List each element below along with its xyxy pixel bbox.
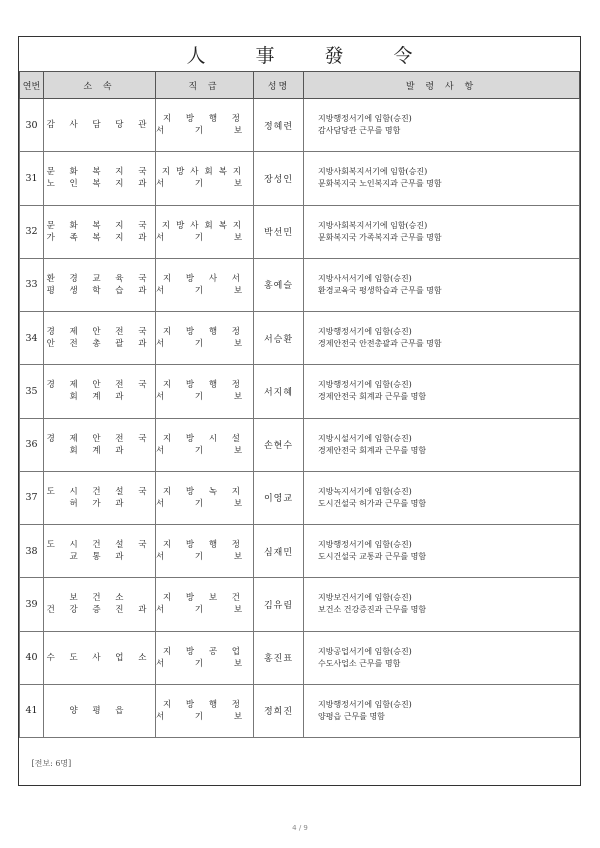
row-number: 32 <box>20 205 44 258</box>
table-row <box>20 205 580 258</box>
row-name: 손현수 <box>254 418 304 471</box>
grade-line-1: 지방사회복지 <box>161 167 248 178</box>
department-line-1: 보 건 소 <box>69 593 130 604</box>
grade-line-2: 서 기 보 <box>156 392 257 403</box>
row-order <box>304 365 580 418</box>
department-line-2: 허 가 과 <box>69 498 130 509</box>
table-row <box>20 312 580 365</box>
row-number: 39 <box>20 578 44 631</box>
row-number: 35 <box>20 365 44 418</box>
row-number: 31 <box>20 152 44 205</box>
department-line-2: 회 계 과 <box>69 392 130 403</box>
row-department <box>44 471 156 524</box>
grade-line-1: 지 방 행 정 <box>163 699 246 710</box>
row-order <box>304 471 580 524</box>
grade-line-2: 서 기 보 <box>156 339 257 350</box>
row-name: 이영교 <box>254 471 304 524</box>
order-line-2: 수도사업소 근무를 명함 <box>318 658 401 668</box>
department-line-2: 가 족 복 지 과 <box>46 232 153 243</box>
grade-line-1: 지 방 사 서 <box>163 273 246 284</box>
row-name: 정희진 <box>254 684 304 737</box>
row-department <box>44 418 156 471</box>
department-line-1: 도 시 건 설 국 <box>46 540 153 551</box>
row-order <box>304 152 580 205</box>
row-order <box>304 312 580 365</box>
row-department <box>44 684 156 737</box>
table-row <box>20 152 580 205</box>
order-line-2: 양평읍 근무를 명함 <box>318 711 385 721</box>
order-line-1: 지방시설서기에 임함(승진) <box>318 433 412 443</box>
row-number: 40 <box>20 631 44 684</box>
row-department <box>44 525 156 578</box>
row-department <box>44 152 156 205</box>
row-name: 서지혜 <box>254 365 304 418</box>
row-order <box>304 258 580 311</box>
table-row <box>20 471 580 524</box>
grade-line-2: 서 기 보 <box>156 285 257 296</box>
department-line-1: 경 제 안 전 국 <box>46 380 153 391</box>
department-line-2: 회 계 과 <box>69 445 130 456</box>
header-order: 발 령 사 항 <box>304 72 580 99</box>
grade-line-1: 지 방 행 정 <box>163 380 246 391</box>
row-name: 서승환 <box>254 312 304 365</box>
order-line-1: 지방행정서기에 임함(승진) <box>318 540 412 550</box>
row-grade <box>156 525 257 578</box>
order-line-2: 경제안전국 안전총괄과 근무를 명함 <box>318 339 442 349</box>
row-order <box>304 684 580 737</box>
page-number: 4 / 9 <box>292 824 308 832</box>
order-line-2: 환경교육국 평생학습과 근무를 명함 <box>318 285 442 295</box>
department-line-1: 문 화 복 지 국 <box>46 220 153 231</box>
grade-line-2: 서 기 보 <box>156 232 257 243</box>
order-line-2: 경제안전국 회계과 근무를 명함 <box>318 392 427 402</box>
row-number: 30 <box>20 99 44 152</box>
grade-line-1: 지 방 행 정 <box>163 540 246 551</box>
order-line-1: 지방행정서기에 임함(승진) <box>318 327 412 337</box>
row-name: 정혜련 <box>254 99 304 152</box>
row-grade <box>156 684 257 737</box>
order-line-1: 지방사회복지서기에 임함(승진) <box>318 220 428 230</box>
order-line-2: 보건소 건강증진과 근무를 명함 <box>318 605 427 615</box>
department-line-2: 평 생 학 습 과 <box>46 285 153 296</box>
row-order <box>304 205 580 258</box>
header-no: 연번 <box>20 72 44 99</box>
order-line-2: 문화복지국 노인복지과 근무를 명함 <box>318 179 442 189</box>
department-line-1: 환 경 교 육 국 <box>46 273 153 284</box>
header-grade: 직 급 <box>156 72 254 99</box>
row-name: 장성인 <box>254 152 304 205</box>
transfer-count-note: [전보: 6명] <box>31 759 72 768</box>
grade-line-1: 지방사회복지 <box>161 220 248 231</box>
row-grade <box>156 365 257 418</box>
order-line-1: 지방보건서기에 임함(승진) <box>318 593 412 603</box>
order-line-1: 지방사서서기에 임함(승진) <box>318 273 412 283</box>
department-line-1: 경 제 안 전 국 <box>46 327 153 338</box>
grade-line-2: 서 기 보 <box>156 552 257 563</box>
order-line-1: 지방녹지서기에 임함(승진) <box>318 486 412 496</box>
row-name: 심재민 <box>254 525 304 578</box>
order-line-1: 지방행정서기에 임함(승진) <box>318 114 412 124</box>
department-line-2: 노 인 복 지 과 <box>46 179 153 190</box>
table-row <box>20 684 580 737</box>
grade-line-2: 서 기 보 <box>156 711 257 722</box>
department-line-1: 도 시 건 설 국 <box>46 486 153 497</box>
row-department <box>44 312 156 365</box>
table-row <box>20 365 580 418</box>
grade-line-2: 서 기 보 <box>156 658 257 669</box>
table-row <box>20 99 580 152</box>
grade-line-2: 서 기 보 <box>156 179 257 190</box>
table-row <box>20 578 580 631</box>
grade-line-1: 지 방 공 업 <box>163 646 246 657</box>
order-line-2: 도시건설국 허가과 근무를 명함 <box>318 498 427 508</box>
order-line-1: 지방사회복지서기에 임함(승진) <box>318 167 428 177</box>
row-number: 38 <box>20 525 44 578</box>
grade-line-1: 지 방 행 정 <box>163 327 246 338</box>
row-department <box>44 99 156 152</box>
grade-line-2: 서 기 보 <box>156 605 257 616</box>
personnel-table <box>19 71 580 798</box>
row-department <box>44 365 156 418</box>
grade-line-2: 서 기 보 <box>156 498 257 509</box>
row-grade <box>156 418 257 471</box>
row-grade <box>156 471 257 524</box>
row-department <box>44 631 156 684</box>
department-line-2: 교 통 과 <box>69 552 130 563</box>
row-department <box>44 258 156 311</box>
department-line-1: 문 화 복 지 국 <box>46 167 153 178</box>
row-number: 37 <box>20 471 44 524</box>
grade-line-1: 지 방 행 정 <box>163 114 246 125</box>
order-line-2: 경제안전국 회계과 근무를 명함 <box>318 445 427 455</box>
row-grade <box>156 578 257 631</box>
row-number: 36 <box>20 418 44 471</box>
document-title: 人 事 發 令 <box>186 44 435 67</box>
header-dept: 소 속 <box>44 72 156 99</box>
order-line-2: 감사담당관 근무를 명함 <box>318 126 401 136</box>
row-order <box>304 631 580 684</box>
row-grade <box>156 631 257 684</box>
row-number: 41 <box>20 684 44 737</box>
order-line-1: 지방행정서기에 임함(승진) <box>318 380 412 390</box>
row-number: 33 <box>20 258 44 311</box>
row-order <box>304 99 580 152</box>
table-row <box>20 631 580 684</box>
table-row <box>20 418 580 471</box>
department-line-1: 경 제 안 전 국 <box>46 433 153 444</box>
row-grade <box>156 258 257 311</box>
header-name: 성명 <box>254 72 304 99</box>
grade-line-1: 지 방 녹 지 <box>163 486 246 497</box>
grade-line-2: 서 기 보 <box>156 126 257 137</box>
row-department <box>44 205 156 258</box>
order-line-1: 지방행정서기에 임함(승진) <box>318 699 412 709</box>
row-department <box>44 578 156 631</box>
order-line-2: 문화복지국 가족복지과 근무를 명함 <box>318 232 442 242</box>
table-row <box>20 258 580 311</box>
row-number: 34 <box>20 312 44 365</box>
personnel-order-sheet <box>18 36 581 786</box>
row-grade <box>156 205 257 258</box>
grade-line-1: 지 방 시 설 <box>163 433 246 444</box>
row-name: 김유림 <box>254 578 304 631</box>
department-line-1: 양 평 읍 <box>69 705 130 716</box>
department-line-1: 수 도 사 업 소 <box>46 652 153 663</box>
row-name: 홍진표 <box>254 631 304 684</box>
footer-row <box>20 738 580 799</box>
row-name: 박선민 <box>254 205 304 258</box>
row-grade <box>156 152 257 205</box>
grade-line-2: 서 기 보 <box>156 445 257 456</box>
table-row <box>20 525 580 578</box>
table-header-row <box>20 72 580 99</box>
department-line-2: 안 전 총 괄 과 <box>46 339 153 350</box>
order-line-2: 도시건설국 교통과 근무를 명함 <box>318 552 427 562</box>
row-order <box>304 418 580 471</box>
department-line-2: 건 강 증 진 과 <box>46 605 153 616</box>
row-grade <box>156 99 257 152</box>
row-name: 홍예슬 <box>254 258 304 311</box>
grade-line-1: 지 방 보 건 <box>163 593 246 604</box>
row-order <box>304 525 580 578</box>
row-grade <box>156 312 257 365</box>
order-line-1: 지방공업서기에 임함(승진) <box>318 646 412 656</box>
row-order <box>304 578 580 631</box>
department-line-1: 감 사 담 당 관 <box>46 120 153 131</box>
